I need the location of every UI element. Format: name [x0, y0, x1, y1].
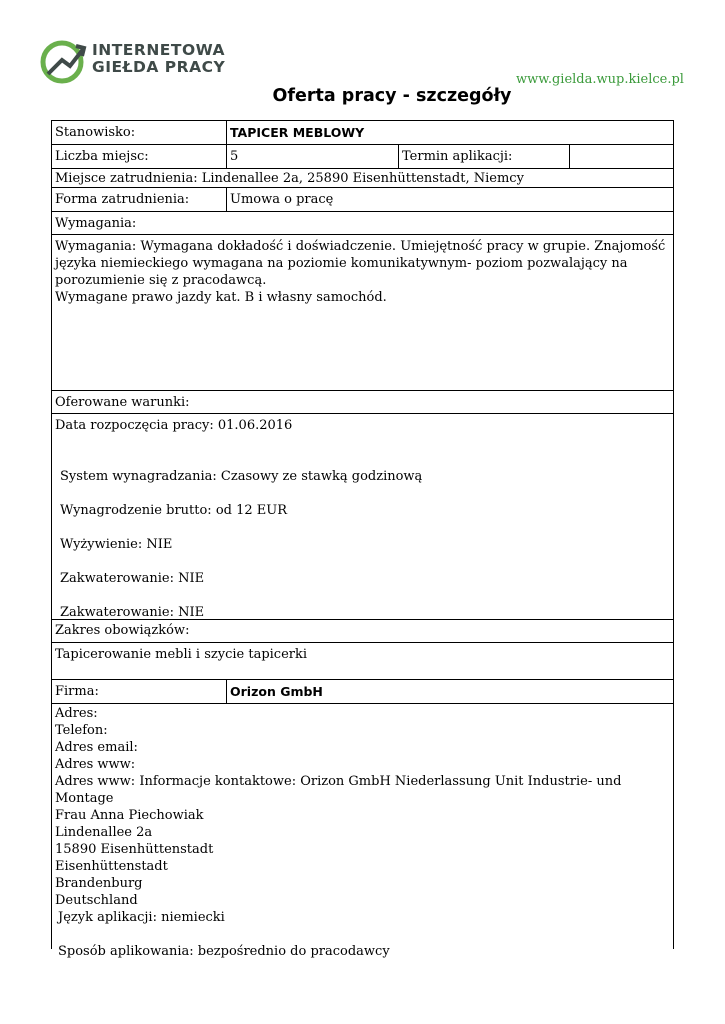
contact-line: Adres email: — [55, 740, 138, 755]
contact-line: Frau Anna Piechowiak — [55, 808, 204, 823]
contact-line: Deutschland — [55, 893, 138, 908]
offer-body-row — [52, 414, 673, 620]
requirements-text — [52, 235, 673, 390]
position-label: Stanowisko: — [55, 125, 136, 140]
application-language: Język aplikacji: niemiecki — [58, 910, 225, 925]
site-url[interactable]: www.gielda.wup.kielce.pl — [516, 72, 684, 87]
employment-row — [52, 188, 673, 212]
contact-line: 15890 Eisenhüttenstadt — [55, 842, 214, 857]
contact-line: Adres: — [55, 706, 98, 721]
logo-line1: INTERNETOWA — [92, 41, 226, 59]
deadline-value — [569, 145, 673, 168]
offer-food: Wyżywienie: NIE — [60, 537, 173, 552]
logo-line2: GIEŁDA PRACY — [92, 58, 226, 76]
contact-line: Adres www: — [55, 757, 136, 772]
logo — [40, 38, 230, 88]
logo-text — [92, 42, 225, 76]
deadline-label: Termin aplikacji: — [398, 145, 569, 168]
page-title: Oferta pracy - szczegóły — [272, 86, 512, 106]
contact-row — [52, 704, 673, 959]
duties-value: Tapicerowanie mebli i szycie tapicerki — [55, 647, 308, 662]
place-row — [52, 169, 673, 188]
count-value: 5 — [226, 145, 398, 168]
contact-line: Eisenhüttenstadt — [55, 859, 168, 874]
company-label: Firma: — [55, 684, 99, 699]
position-value: TAPICER MEBLOWY — [226, 121, 673, 144]
employment-label: Forma zatrudnienia: — [55, 192, 190, 207]
duties-header-row — [52, 620, 673, 643]
company-row — [52, 680, 673, 704]
application-method: Sposób aplikowania: bezpośrednio do pracodawcy — [58, 944, 390, 959]
offer-salary: Wynagrodzenie brutto: od 12 EUR — [60, 503, 288, 518]
requirements-text2: Wymagane prawo jazdy kat. B i własny samochód. — [55, 290, 387, 305]
offer-housing-2: Zakwaterowanie: NIE — [60, 605, 205, 620]
contact-text — [52, 704, 673, 959]
contact-line: Adres www: Informacje kontaktowe: Orizon GmbH Niederlassung Unit Industrie- und Montage — [55, 774, 622, 806]
contact-line: Lindenallee 2a — [55, 825, 153, 840]
requirements-header-row — [52, 212, 673, 235]
count-row — [52, 145, 673, 169]
logo-icon — [40, 38, 88, 86]
offer-system: System wynagradzania: Czasowy ze stawką godzinową — [60, 469, 423, 484]
contact-line: Brandenburg — [55, 876, 143, 891]
offer-start: Data rozpoczęcia pracy: 01.06.2016 — [55, 418, 293, 433]
requirements-text1: Wymagania: Wymagana dokładość i doświadczenie. Umiejętność pracy w grupie. Znajomość języka niemieckiego wymagana na poziomie komunikatywnym- poziom pozwalający na porozumienie się z pracodawcą. — [55, 239, 666, 288]
offer-header-row — [52, 391, 673, 414]
position-row — [52, 121, 673, 145]
requirements-body-row — [52, 235, 673, 391]
duties-label: Zakres obowiązków: — [55, 623, 190, 638]
place-value: Miejsce zatrudnienia: Lindenallee 2a, 25890 Eisenhüttenstadt, Niemcy — [55, 171, 524, 186]
duties-body-row — [52, 643, 673, 680]
offer-label: Oferowane warunki: — [55, 395, 190, 410]
offer-housing-1: Zakwaterowanie: NIE — [60, 571, 205, 586]
contact-line: Telefon: — [55, 723, 108, 738]
requirements-label: Wymagania: — [55, 216, 137, 231]
employment-value: Umowa o pracę — [226, 188, 673, 211]
company-value: Orizon GmbH — [226, 680, 673, 703]
count-label: Liczba miejsc: — [55, 149, 149, 164]
offer-form — [51, 120, 674, 959]
offer-text — [52, 414, 673, 619]
